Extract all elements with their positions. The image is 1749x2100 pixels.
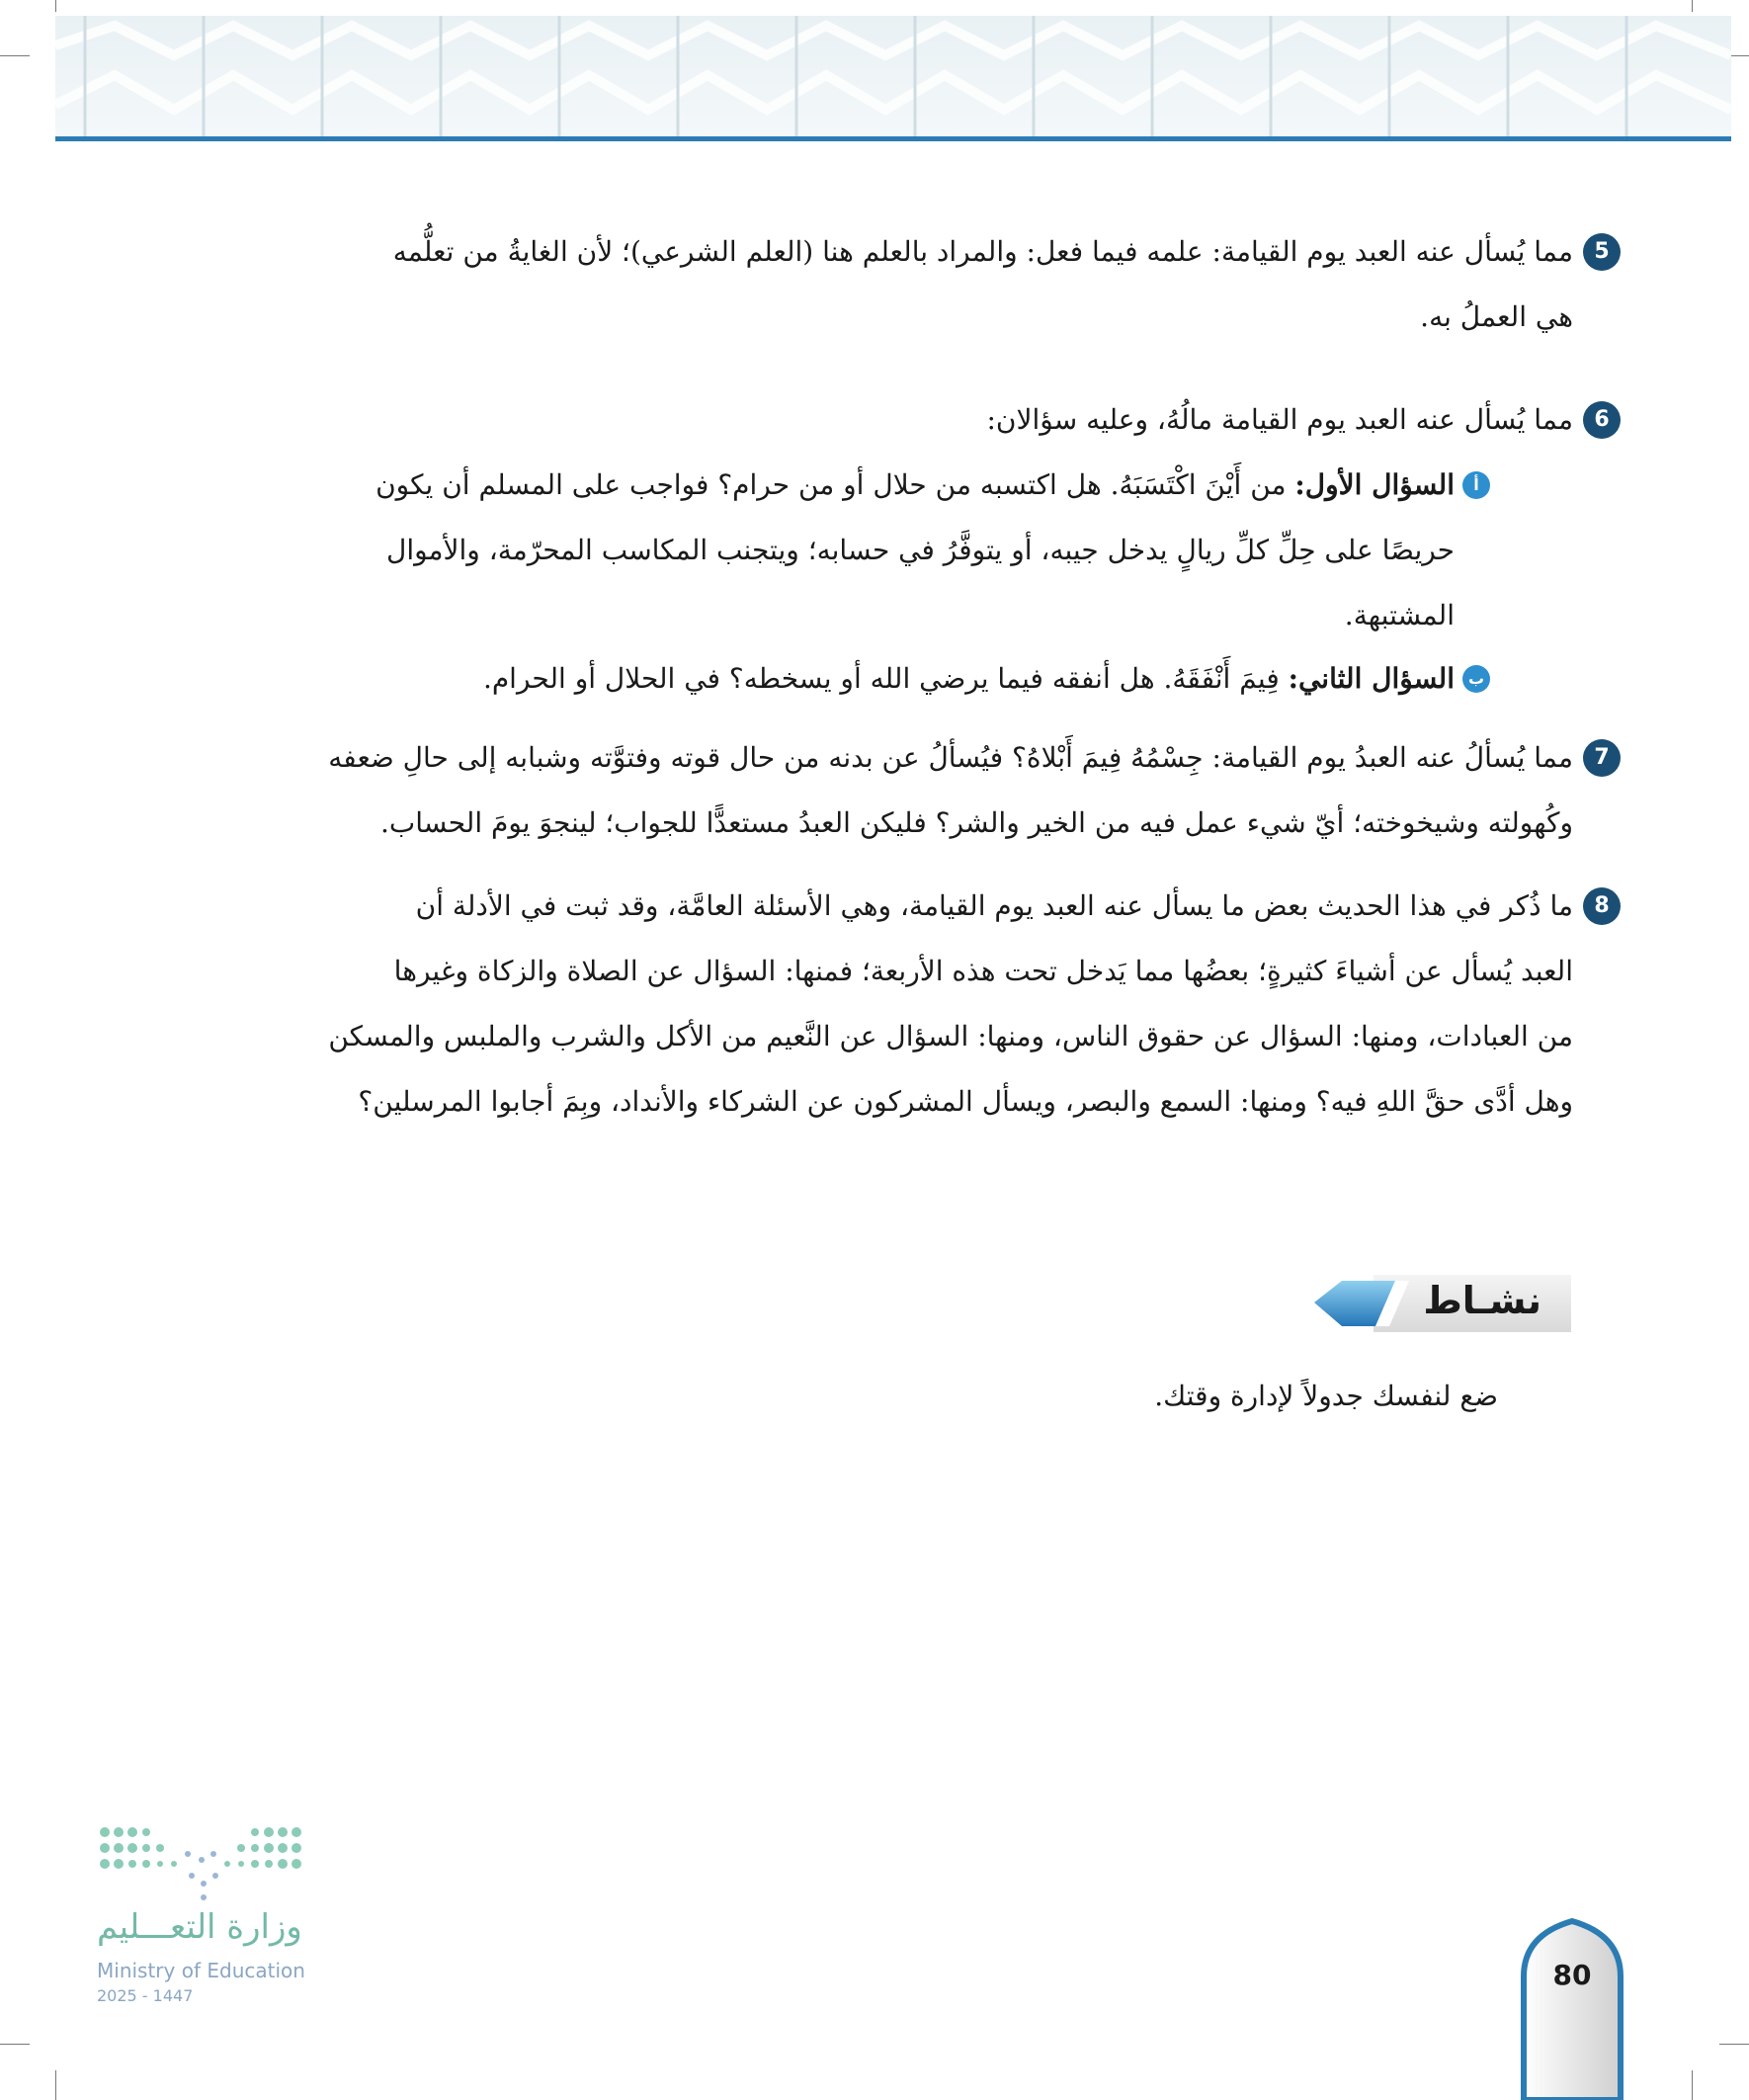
sub-question-label: السؤال الأول: [1294, 468, 1455, 501]
sub-badge: ب [1462, 665, 1490, 693]
crop-mark [0, 2044, 30, 2045]
item-text-line: من العبادات، ومنها: السؤال عن حقوق الناس، ومنها: السؤال عن النَّعيم من الأكل والشرب والملبس والمسكن [328, 1020, 1573, 1052]
item-text-line: وكُهولته وشيخوخته؛ أيّ شيء عمل فيه من الخير والشر؟ فليكن العبدُ مستعدًّا للجواب؛ لينجوَ يومَ الحساب. [379, 806, 1573, 839]
item-text-line: مما يُسأل عنه العبد يوم القيامة مالُهُ، وعليه سؤالان: [986, 403, 1573, 436]
item-number-badge: 5 [1583, 233, 1621, 271]
item-text-line: حريصًا على حِلِّ كلِّ ريالٍ يدخل جيبه، أو يتوفَّرُ في حسابه؛ ويتجنب المكاسب المحرّمة، والأموال [385, 534, 1455, 566]
item-number-badge: 8 [1583, 887, 1621, 925]
ministry-name-arabic: وزارة التعـــليم [97, 1907, 302, 1947]
page-number-tab [1520, 1917, 1624, 2100]
item-text-line: فِيمَ أَنْفَقَهُ. هل أنفقه فيما يرضي الله أو يسخطه؟ في الحلال أو الحرام. [482, 662, 1280, 695]
page-number: 80 [1552, 1959, 1592, 1991]
item-text-line: من أَيْنَ اكْتَسَبَهُ. هل اكتسبه من حلال أو من حرام؟ فواجب على المسلم أن يكون [375, 468, 1287, 501]
header-pattern [55, 16, 1731, 138]
header-rule [55, 136, 1731, 141]
activity-tab [1314, 1275, 1571, 1336]
ministry-logo-dots-icon [97, 1824, 310, 1903]
item-text-line: المشتبهة. [1344, 599, 1455, 631]
sub-question-label: السؤال الثاني: [1288, 662, 1455, 695]
ministry-name-english: Ministry of Education [97, 1959, 305, 1982]
crop-mark [1692, 2070, 1693, 2100]
crop-mark [1692, 0, 1693, 12]
activity-text: ضع لنفسك جدولاً لإدارة وقتك. [1154, 1380, 1498, 1412]
crop-mark [0, 55, 30, 56]
item-text-line: ما ذُكر في هذا الحديث بعض ما يسأل عنه العبد يوم القيامة، وهي الأسئلة العامَّة، وقد ثبت في الأدلة أن [415, 889, 1573, 922]
activity-title: نشـاط [1423, 1279, 1541, 1322]
item-number-badge: 7 [1583, 739, 1621, 777]
item-text-line: مما يُسأل عنه العبد يوم القيامة: علمه فيما فعل: والمراد بالعلم هنا (العلم الشرعي)؛ لأن الغايةُ من تعلُّمه [392, 235, 1573, 268]
item-text-line: هي العملُ به. [1420, 300, 1573, 333]
item-text-line: مما يُسألُ عنه العبدُ يوم القيامة: جِسْمُهُ فِيمَ أَبْلاهُ؟ فيُسألُ عن بدنه من حال قوته وفتوَّته وشبابه إلى حالِ ضعفه [328, 741, 1573, 774]
ministry-year: 2025 - 1447 [97, 1986, 194, 2005]
item-number-badge: 6 [1583, 401, 1621, 439]
item-text-line: العبد يُسأل عن أشياءَ كثيرةٍ؛ بعضُها مما يَدخل تحت هذه الأربعة؛ فمنها: السؤال عن الصلاة والزكاة وغيرها [393, 955, 1573, 987]
item-text-line: وهل أدَّى حقَّ اللهِ فيه؟ ومنها: السمع والبصر، ويسأل المشركون عن الشركاء والأنداد، وبِمَ أجابوا المرسلين؟ [358, 1085, 1573, 1118]
crop-mark [55, 2070, 56, 2100]
crop-mark [1719, 2044, 1749, 2045]
sub-badge: أ [1462, 471, 1490, 499]
crop-mark [55, 0, 56, 12]
